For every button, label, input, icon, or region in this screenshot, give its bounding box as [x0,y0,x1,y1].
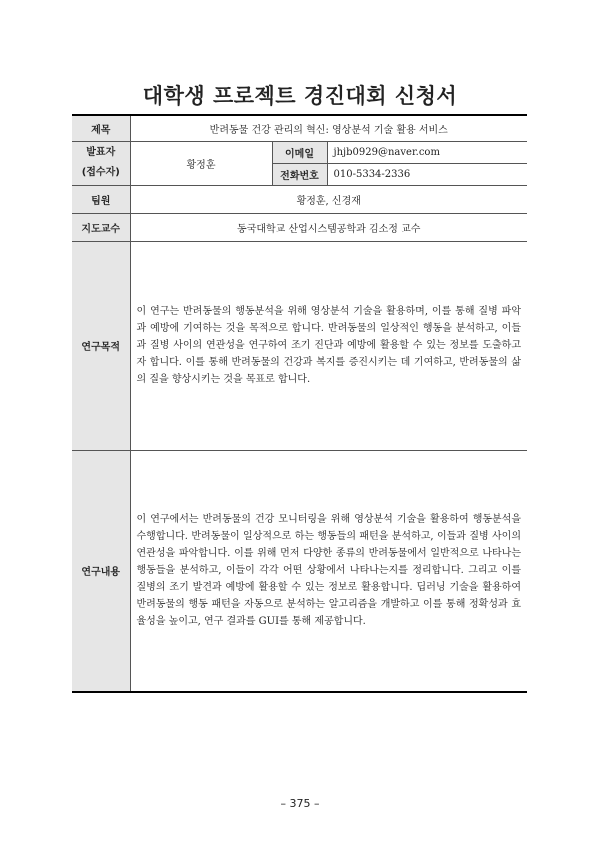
email-label: 이메일 [272,141,327,163]
presenter-row-email [72,141,527,163]
application-form-table [72,114,527,693]
purpose-label: 연구목적 [72,241,130,450]
content-label: 연구내용 [72,450,130,692]
subject-row [72,115,527,141]
content-text: 이 연구에서는 반려동물의 건강 모니터링을 위해 영상분석 기술을 활용하여 행동분석을 수행합니다. 반려동물이 일상적으로 하는 행동들의 패턴을 분석하고, 이들과 질병 사이의 연관성을 파악합니다. 이를 위해 먼저 다양한 종류의 반려동물에서 일반적으로 나타나는 행동들을 분석하고, 이들이 각각 어떤 상황에서 나타나는지를 정리합니다. 그리고 이를 질병의 조기 발견과 예방에 활용할 수 있는 정보로 활용합니다. 딥러닝 기술을 활용하여 반려동물의 행동 패턴을 자동으로 분석하는 알고리즘을 개발하고 이를 통해 정확성과 효율성을 높이고, 연구 결과를 GUI를 통해 제공합니다. [130,450,527,692]
page-number: – 375 – [280,797,320,810]
phone-label: 전화번호 [272,163,327,185]
advisor-label: 지도교수 [72,213,130,241]
team-row [72,185,527,213]
presenter-name: 황정훈 [130,141,272,185]
subject-value: 반려동물 건강 관리의 혁신: 영상분석 기술 활용 서비스 [130,115,527,141]
team-label: 팀원 [72,185,130,213]
presenter-label [72,141,130,185]
subject-label: 제목 [72,115,130,141]
advisor-row [72,213,527,241]
phone-value: 010-5334-2336 [327,163,527,185]
presenter-label-line2: (접수자) [81,167,120,178]
advisor-value: 동국대학교 산업시스템공학과 김소정 교수 [130,213,527,241]
purpose-text: 이 연구는 반려동물의 행동분석을 위해 영상분석 기술을 활용하며, 이를 통해 질병 파악과 예방에 기여하는 것을 목적으로 합니다. 반려동물의 일상적인 행동을 분석하고, 이들과 질병 사이의 연관성을 연구하여 조기 진단과 예방에 활용할 수 있는 정보를 도출하고자 합니다. 이를 통해 반려동물의 건강과 복지를 증진시키는 데 기여하고, 반려동물의 삶의 질을 향상시키는 것을 목표로 합니다. [130,241,527,450]
email-value: jhjb0929@naver.com [327,141,527,163]
presenter-label-line1: 발표자 [86,147,116,158]
purpose-row [72,241,527,450]
document-title: 대학생 프로젝트 경진대회 신청서 [142,84,458,108]
team-value: 황정훈, 신경재 [130,185,527,213]
content-row [72,450,527,692]
